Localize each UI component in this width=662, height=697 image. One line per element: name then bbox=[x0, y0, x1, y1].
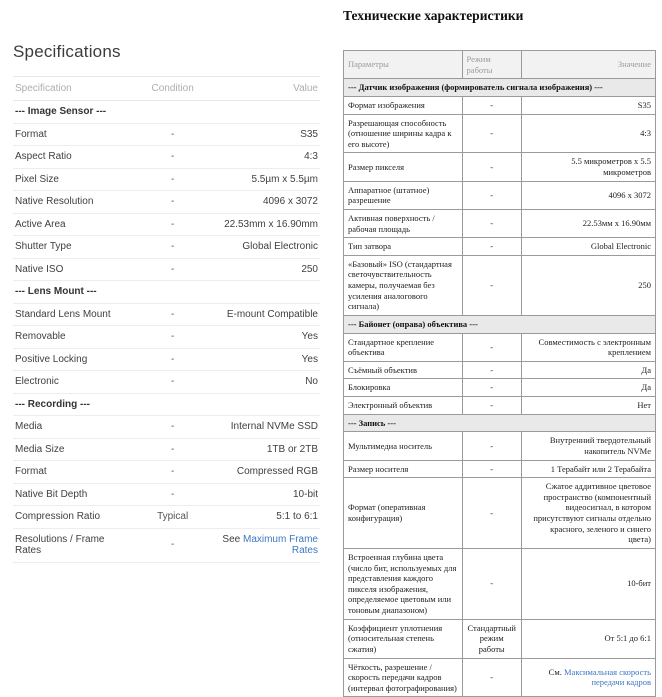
table-row bbox=[344, 658, 656, 697]
table-row bbox=[13, 146, 320, 169]
value-cell: 1TB or 2TB bbox=[216, 438, 320, 461]
parameter-cell: Съёмный объектив bbox=[344, 361, 463, 379]
specifications-table bbox=[13, 76, 320, 563]
condition-cell: - bbox=[130, 146, 216, 169]
condition-cell: - bbox=[462, 153, 521, 181]
condition-cell: - bbox=[462, 397, 521, 415]
condition-cell: - bbox=[130, 168, 216, 191]
column-header-specification: Specification bbox=[13, 77, 130, 101]
value-cell: 1 Терабайт или 2 Терабайта bbox=[521, 460, 655, 478]
condition-cell: - bbox=[462, 181, 521, 209]
parameter-cell: Media bbox=[13, 416, 130, 439]
value-cell: Да bbox=[521, 361, 655, 379]
condition-cell: - bbox=[130, 236, 216, 259]
condition-cell: - bbox=[462, 548, 521, 619]
specifications-title: Specifications bbox=[13, 42, 121, 61]
table-row bbox=[344, 209, 656, 237]
russian-specifications-panel bbox=[343, 8, 656, 697]
value-cell: 22.53mm x 16.90mm bbox=[216, 213, 320, 236]
condition-cell: - bbox=[130, 371, 216, 394]
parameter-cell: Формат изображения bbox=[344, 96, 463, 114]
value-cell: Yes bbox=[216, 348, 320, 371]
section-label: --- Байонет (оправа) объектива --- bbox=[344, 315, 656, 333]
max-frame-rates-link[interactable]: Maximum Frame Rates bbox=[242, 533, 318, 556]
parameter-cell: Тип затвора bbox=[344, 238, 463, 256]
table-row bbox=[13, 348, 320, 371]
parameter-cell: Resolutions / Frame Rates bbox=[13, 528, 130, 562]
condition-cell: - bbox=[462, 255, 521, 315]
specifications-table-body bbox=[13, 101, 320, 563]
table-row bbox=[13, 506, 320, 529]
value-cell: От 5:1 до 6:1 bbox=[521, 619, 655, 658]
table-row bbox=[13, 191, 320, 214]
condition-cell: - bbox=[130, 461, 216, 484]
condition-cell: - bbox=[130, 416, 216, 439]
value-cell: 5.5 микрометров x 5.5 микрометров bbox=[521, 153, 655, 181]
parameter-cell: Разрешающая способность (отношение ширины кадра к его высоте) bbox=[344, 114, 463, 153]
parameter-cell: Format bbox=[13, 461, 130, 484]
condition-cell: - bbox=[462, 460, 521, 478]
value-cell: E-mount Compatible bbox=[216, 303, 320, 326]
max-frame-rates-link[interactable]: Максимальная скорость передачи кадров bbox=[563, 666, 651, 688]
table-row bbox=[13, 416, 320, 439]
parameter-cell: Positive Locking bbox=[13, 348, 130, 371]
parameter-cell: Media Size bbox=[13, 438, 130, 461]
value-cell: 22.53мм x 16.90мм bbox=[521, 209, 655, 237]
value-cell: S35 bbox=[216, 123, 320, 146]
section-row bbox=[13, 101, 320, 124]
condition-cell: - bbox=[462, 658, 521, 697]
value-cell: 4:3 bbox=[521, 114, 655, 153]
table-row bbox=[344, 238, 656, 256]
condition-cell: - bbox=[462, 238, 521, 256]
parameter-cell: Стандартное крепление объектива bbox=[344, 333, 463, 361]
condition-cell: - bbox=[462, 432, 521, 460]
condition-cell: Стандартный режим работы bbox=[462, 619, 521, 658]
value-cell: 10-bit bbox=[216, 483, 320, 506]
value-cell: 250 bbox=[216, 258, 320, 281]
value-cell: Да bbox=[521, 379, 655, 397]
condition-cell: - bbox=[130, 326, 216, 349]
parameter-cell: Аппаратное (штатное) разрешение bbox=[344, 181, 463, 209]
section-row bbox=[344, 414, 656, 432]
section-label: --- Lens Mount --- bbox=[13, 281, 320, 304]
parameter-cell: «Базовый» ISO (стандартная светочувствительность камеры, получаемая без усиления аналогового сигнала) bbox=[344, 255, 463, 315]
condition-cell: - bbox=[130, 303, 216, 326]
table-row bbox=[344, 548, 656, 619]
value-cell: Сжатое аддитивное цветовое пространство (компонентный видеосигнал, в котором присутствуют сигналы отдельно красного, зеленого и синего цвета) bbox=[521, 478, 655, 549]
parameter-cell: Электронный объектив bbox=[344, 397, 463, 415]
table-row bbox=[344, 255, 656, 315]
condition-cell: - bbox=[130, 213, 216, 236]
value-link-prefix: См. bbox=[548, 666, 564, 677]
table-row bbox=[344, 153, 656, 181]
column-header-meaning: Значение bbox=[521, 51, 655, 79]
parameter-cell: Формат (оперативная конфигурация) bbox=[344, 478, 463, 549]
parameter-cell: Активная поверхность / рабочая площадь bbox=[344, 209, 463, 237]
table-row bbox=[13, 303, 320, 326]
parameter-cell: Native Resolution bbox=[13, 191, 130, 214]
value-link-prefix: See bbox=[222, 533, 243, 545]
condition-cell: - bbox=[462, 333, 521, 361]
parameter-cell: Встроенная глубина цвета (число бит, используемых для представления каждого пикселя изображения, определяемое цветовым или тоновым диапазоном) bbox=[344, 548, 463, 619]
value-cell: Совместимость с электронным креплением bbox=[521, 333, 655, 361]
condition-cell: - bbox=[130, 483, 216, 506]
value-cell: 5.5µm x 5.5µm bbox=[216, 168, 320, 191]
parameter-cell: Размер пикселя bbox=[344, 153, 463, 181]
parameter-cell: Shutter Type bbox=[13, 236, 130, 259]
section-row bbox=[13, 281, 320, 304]
value-cell: 10-бит bbox=[521, 548, 655, 619]
specifications-panel bbox=[13, 42, 320, 563]
value-cell: 250 bbox=[521, 255, 655, 315]
parameter-cell: Native ISO bbox=[13, 258, 130, 281]
table-row bbox=[13, 371, 320, 394]
condition-cell: - bbox=[130, 528, 216, 562]
condition-cell: - bbox=[462, 361, 521, 379]
parameter-cell: Format bbox=[13, 123, 130, 146]
section-label: --- Image Sensor --- bbox=[13, 101, 320, 124]
table-row bbox=[344, 460, 656, 478]
column-header-mode: Режим работы bbox=[462, 51, 521, 79]
table-row bbox=[13, 168, 320, 191]
parameter-cell: Active Area bbox=[13, 213, 130, 236]
parameter-cell: Aspect Ratio bbox=[13, 146, 130, 169]
condition-cell: - bbox=[130, 348, 216, 371]
parameter-cell: Native Bit Depth bbox=[13, 483, 130, 506]
parameter-cell: Размер носителя bbox=[344, 460, 463, 478]
value-cell: Нет bbox=[521, 397, 655, 415]
section-row bbox=[344, 315, 656, 333]
value-cell: No bbox=[216, 371, 320, 394]
value-cell: Global Electronic bbox=[521, 238, 655, 256]
parameter-cell: Electronic bbox=[13, 371, 130, 394]
value-cell: 4096 x 3072 bbox=[216, 191, 320, 214]
table-row bbox=[344, 361, 656, 379]
section-label: --- Запись --- bbox=[344, 414, 656, 432]
table-row bbox=[13, 483, 320, 506]
condition-cell: - bbox=[130, 438, 216, 461]
parameter-cell: Мультимедиа носитель bbox=[344, 432, 463, 460]
parameter-cell: Standard Lens Mount bbox=[13, 303, 130, 326]
value-cell: Global Electronic bbox=[216, 236, 320, 259]
table-row bbox=[344, 478, 656, 549]
value-cell: 5:1 to 6:1 bbox=[216, 506, 320, 529]
condition-cell: - bbox=[462, 96, 521, 114]
condition-cell: - bbox=[130, 123, 216, 146]
column-header-parameters: Параметры bbox=[344, 51, 463, 79]
table-row bbox=[344, 96, 656, 114]
table-row bbox=[344, 379, 656, 397]
condition-cell: - bbox=[462, 379, 521, 397]
section-label: --- Recording --- bbox=[13, 393, 320, 416]
value-cell: Yes bbox=[216, 326, 320, 349]
column-header-condition: Condition bbox=[130, 77, 216, 101]
value-cell: Compressed RGB bbox=[216, 461, 320, 484]
value-cell: Внутренний твердотельный накопитель NVMe bbox=[521, 432, 655, 460]
parameter-cell: Compression Ratio bbox=[13, 506, 130, 529]
value-cell: S35 bbox=[521, 96, 655, 114]
value-cell: 4:3 bbox=[216, 146, 320, 169]
table-row bbox=[13, 123, 320, 146]
table-row bbox=[13, 236, 320, 259]
parameter-cell: Чёткость, разрешение / скорость передачи кадров (интервал фотографирования) bbox=[344, 658, 463, 697]
parameter-cell: Pixel Size bbox=[13, 168, 130, 191]
table-row bbox=[344, 432, 656, 460]
condition-cell: - bbox=[462, 209, 521, 237]
table-row bbox=[13, 461, 320, 484]
parameter-cell: Блокировка bbox=[344, 379, 463, 397]
value-cell: 4096 x 3072 bbox=[521, 181, 655, 209]
value-cell bbox=[521, 658, 655, 697]
parameter-cell: Removable bbox=[13, 326, 130, 349]
table-row bbox=[344, 619, 656, 658]
specifications-header-row bbox=[13, 77, 320, 101]
condition-cell: - bbox=[462, 478, 521, 549]
table-row bbox=[13, 438, 320, 461]
condition-cell: - bbox=[130, 258, 216, 281]
russian-header-row bbox=[344, 51, 656, 79]
column-header-value: Value bbox=[216, 77, 320, 101]
value-cell: Internal NVMe SSD bbox=[216, 416, 320, 439]
table-row bbox=[344, 114, 656, 153]
russian-specifications-title: Технические характеристики bbox=[343, 8, 524, 23]
condition-cell: - bbox=[130, 191, 216, 214]
section-row bbox=[344, 79, 656, 97]
russian-table-body bbox=[344, 79, 656, 697]
section-row bbox=[13, 393, 320, 416]
table-row bbox=[13, 213, 320, 236]
section-label: --- Датчик изображения (формирователь сигнала изображения) --- bbox=[344, 79, 656, 97]
condition-cell: - bbox=[462, 114, 521, 153]
table-row bbox=[13, 326, 320, 349]
condition-cell: Typical bbox=[130, 506, 216, 529]
table-row bbox=[344, 397, 656, 415]
table-row bbox=[344, 181, 656, 209]
table-row bbox=[344, 333, 656, 361]
parameter-cell: Коэффициент уплотнения (относительная степень сжатия) bbox=[344, 619, 463, 658]
table-row bbox=[13, 528, 320, 562]
table-row bbox=[13, 258, 320, 281]
value-cell bbox=[216, 528, 320, 562]
